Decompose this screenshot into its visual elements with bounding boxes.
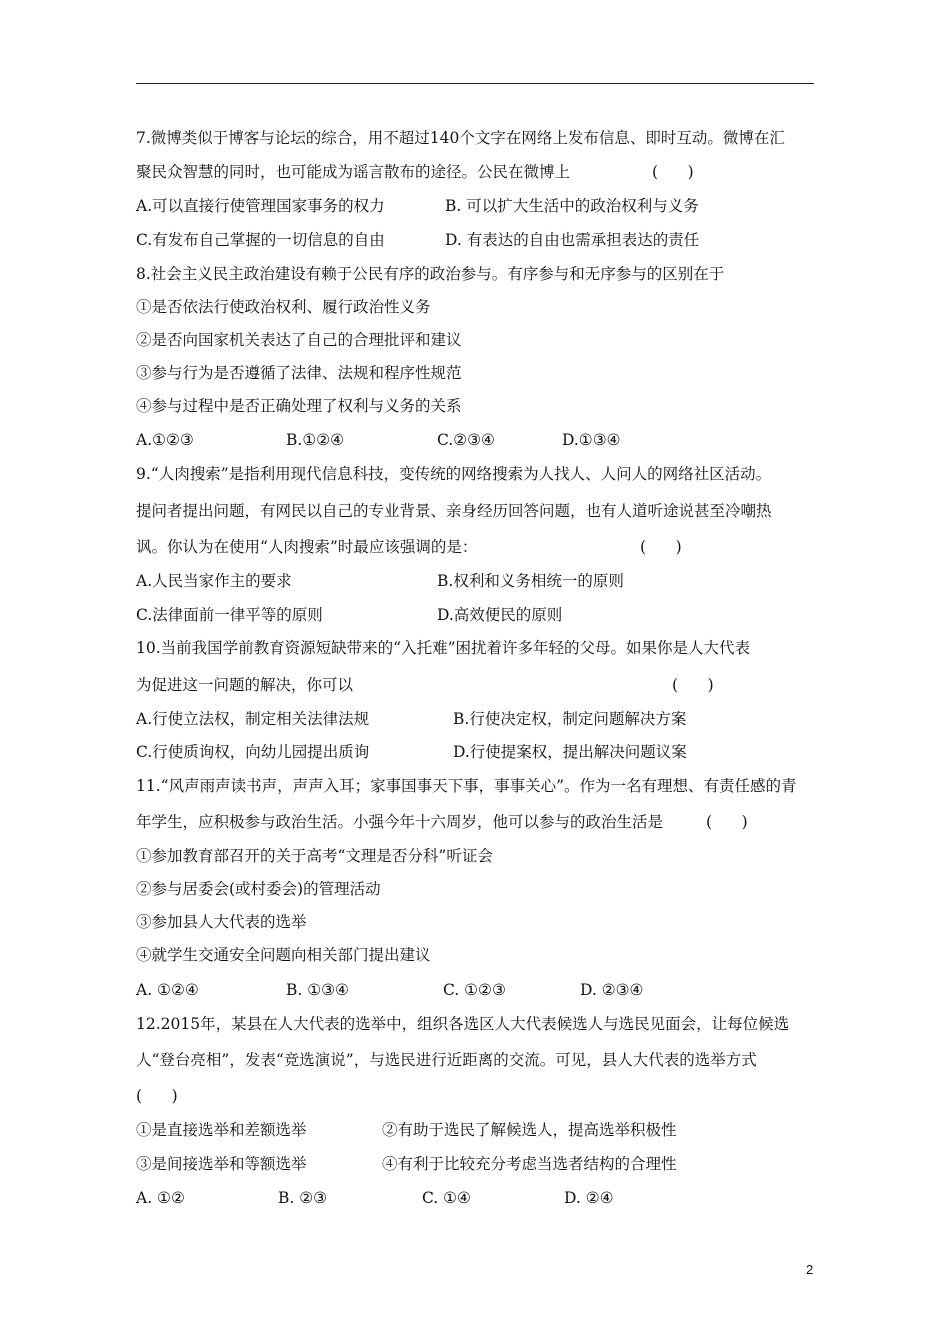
q9-stem-line3: 讽。你认为在使用“人肉搜索”时最应该强调的是：: [136, 538, 478, 556]
q12-item-3: ③是间接选举和等额选举: [136, 1155, 307, 1173]
q10-stem-line2: 为促进这一问题的解决，你可以: [136, 676, 354, 694]
q8-stem: 8.社会主义民主政治建设有赖于公民有序的政治参与。有序参与和无序参与的区别在于: [136, 265, 725, 283]
q8-option-c: C.②③④: [437, 431, 495, 449]
q11-item-3: ③参加县人大代表的选举: [136, 913, 307, 931]
q12-option-b: B. ②③: [278, 1189, 328, 1207]
q8-option-d: D.①③④: [562, 431, 621, 449]
q11-item-2: ②参与居委会(或村委会)的管理活动: [136, 880, 381, 898]
q9-option-a: A.人民当家作主的要求: [136, 572, 292, 590]
q10-stem-line1: 10.当前我国学前教育资源短缺带来的“入托难”困扰着许多年轻的父母。如果你是人大代表: [136, 639, 751, 657]
q11-option-c: C. ①②③: [443, 981, 506, 999]
q11-item-1: ①参加教育部召开的关于高考“文理是否分科”听证会: [136, 847, 493, 865]
q11-answer-bracket: ( ): [706, 813, 748, 831]
q9-option-c: C.法律面前一律平等的原则: [136, 606, 323, 624]
q7-stem-line2: 聚民众智慧的同时，也可能成为谣言散布的途径。公民在微博上: [136, 163, 571, 181]
q12-option-d: D. ②④: [564, 1189, 614, 1207]
q10-answer-bracket: ( ): [672, 676, 714, 694]
page-number: 2: [806, 1262, 814, 1277]
q7-option-b: B. 可以扩大生活中的政治权利与义务: [445, 197, 699, 215]
q11-item-4: ④就学生交通安全问题向相关部门提出建议: [136, 946, 431, 964]
q7-stem-line1: 7.微博类似于博客与论坛的综合，用不超过140个文字在网络上发布信息、即时互动。微博在汇: [136, 129, 785, 147]
q12-option-a: A. ①②: [136, 1189, 185, 1207]
q11-option-d: D. ②③④: [580, 981, 644, 999]
q12-item-2: ②有助于选民了解候选人，提高选举积极性: [382, 1121, 677, 1139]
q8-option-a: A.①②③: [136, 431, 194, 449]
q7-answer-bracket: ( ): [652, 163, 694, 181]
q12-stem-line2: 人“登台亮相”，发表“竞选演说”，与选民进行近距离的交流。可见，县人大代表的选举方式: [136, 1051, 757, 1069]
q12-option-c: C. ①④: [422, 1189, 471, 1207]
q7-option-d: D. 有表达的自由也需承担表达的责任: [445, 231, 700, 249]
q8-item-3: ③参与行为是否遵循了法律、法规和程序性规范: [136, 364, 462, 382]
q11-stem-line2: 年学生，应积极参与政治生活。小强今年十六周岁，他可以参与的政治生活是: [136, 813, 664, 831]
q11-option-b: B. ①③④: [286, 981, 349, 999]
q7-option-a: A.可以直接行使管理国家事务的权力: [136, 197, 385, 215]
q9-option-d: D.高效便民的原则: [437, 606, 563, 624]
q10-option-b: B.行使决定权，制定问题解决方案: [453, 710, 687, 728]
q10-option-a: A.行使立法权，制定相关法律法规: [136, 710, 370, 728]
q8-item-1: ①是否依法行使政治权利、履行政治性义务: [136, 298, 431, 316]
q11-stem-line1: 11.“风声雨声读书声，声声入耳；家事国事天下事，事事关心”。作为一名有理想、有责任感的青: [136, 777, 797, 795]
q8-item-4: ④参与过程中是否正确处理了权利与义务的关系: [136, 397, 462, 415]
q12-stem-line1: 12.2015年，某县在人大代表的选举中，组织各选区人大代表候选人与选民见面会，让每位候选: [136, 1015, 790, 1033]
q9-option-b: B.权利和义务相统一的原则: [437, 572, 624, 590]
q9-answer-bracket: ( ): [640, 538, 682, 556]
header-rule: [136, 83, 814, 84]
q7-option-c: C.有发布自己掌握的一切信息的自由: [136, 231, 385, 249]
q10-option-d: D.行使提案权，提出解决问题议案: [453, 743, 687, 761]
q8-option-b: B.①②④: [286, 431, 345, 449]
q10-option-c: C.行使质询权，向幼儿园提出质询: [136, 743, 370, 761]
q12-item-1: ①是直接选举和差额选举: [136, 1121, 307, 1139]
q9-stem-line2: 提问者提出问题，有网民以自己的专业背景、亲身经历回答问题，也有人道听途说甚至冷嘲热: [136, 502, 772, 520]
q12-answer-bracket: ( ): [136, 1087, 178, 1105]
q11-option-a: A. ①②④: [136, 981, 199, 999]
q9-stem-line1: 9.“人肉搜索”是指利用现代信息科技，变传统的网络搜索为人找人、人问人的网络社区活动。: [136, 465, 772, 483]
q8-item-2: ②是否向国家机关表达了自己的合理批评和建议: [136, 331, 462, 349]
q12-item-4: ④有利于比较充分考虑当选者结构的合理性: [382, 1155, 677, 1173]
